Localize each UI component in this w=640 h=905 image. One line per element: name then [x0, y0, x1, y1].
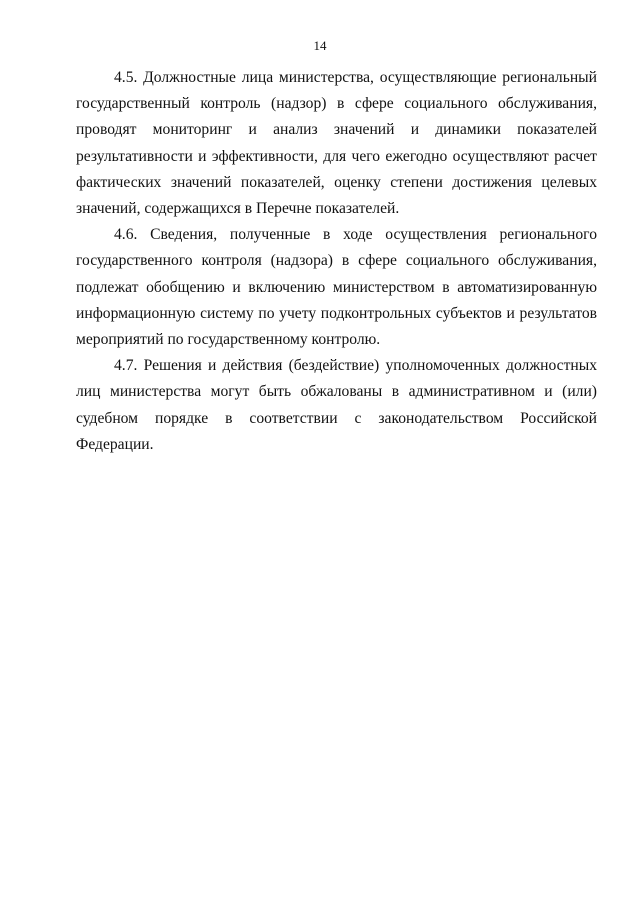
paragraph-4-6: 4.6. Сведения, полученные в ходе осуществления регионального государственного контроля (надзора) в сфере социального обслуживания, подлежат обобщению и включению министерством в автоматизированную информационную систему по учету подконтрольных субъектов и результатов мероприятий по государственному контролю.	[76, 226, 597, 349]
page-number: 14	[313, 38, 327, 53]
paragraph-4-5: 4.5. Должностные лица министерства, осуществляющие региональный государственный контроль (надзор) в сфере социального обслуживания, проводят мониторинг и анализ значений и динамики показателей результативности и эффективности, для чего ежегодно осуществляют расчет фактических значений показателей, оценку степени достижения целевых значений, содержащихся в Перечне показателей.	[76, 69, 597, 218]
paragraph-4-7: 4.7. Решения и действия (бездействие) уполномоченных должностных лиц министерства могут быть обжалованы в административном и (или) судебном порядке в соответствии с законодательством Российской Федерации.	[76, 357, 597, 453]
document-body	[76, 65, 597, 458]
